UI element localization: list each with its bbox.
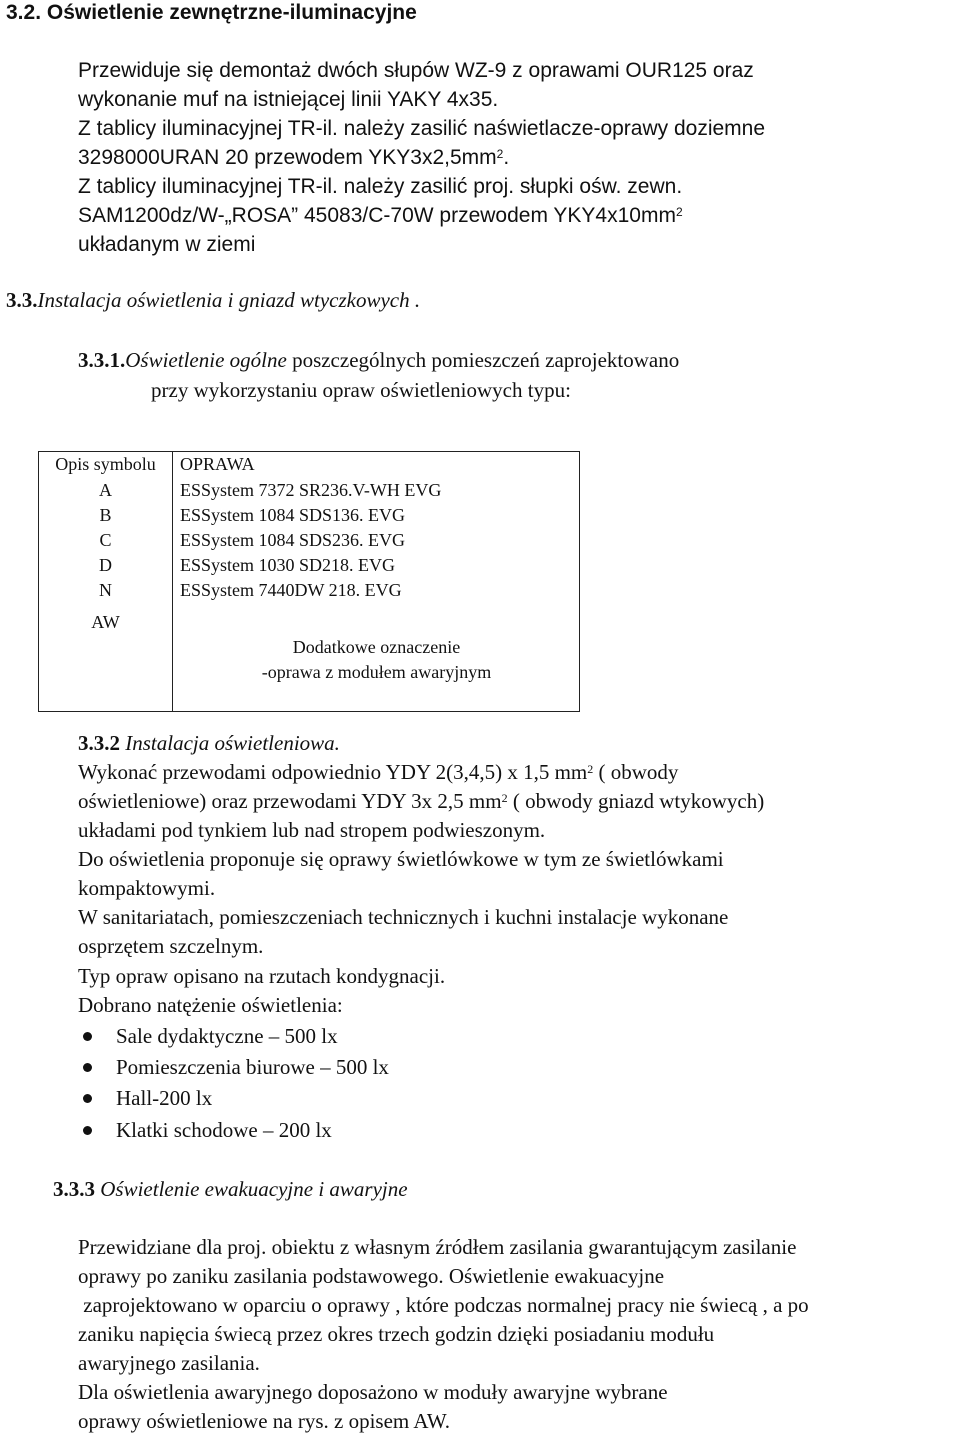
section-3-2-heading: 3.2. Oświetlenie zewnętrzne-iluminacyjne (6, 1, 417, 24)
table-row-symbol: B (99, 505, 112, 525)
table-row-oprawa: ESSystem 1030 SD218. EVG (180, 555, 396, 575)
bullet-dot-icon (83, 1032, 92, 1041)
s332-line-2: oświetleniowe) oraz przewodami YDY 3x 2,5 $mm^2$ ( obwody gniazd wtykowych) (78, 789, 765, 813)
table-aw-symbol: AW (91, 612, 120, 632)
s32-line-3: Z tablicy iluminacyjnej TR-il. należy zasilić naświetlacze-oprawy doziemne (78, 117, 766, 140)
table-header-oprawa: OPRAWA (180, 454, 255, 474)
s332-line-8: Typ opraw opisano na rzutach kondygnacji. (78, 964, 446, 988)
bullet-dot-icon (83, 1126, 92, 1135)
s332-line-1: Wykonać przewodami odpowiednio YDY 2(3,4,5) x 1,5 $mm^2$ ( obwody (78, 760, 679, 784)
s333-line-1: Przewidziane dla proj. obiektu z własnym źródłem zasilania gwarantującym zasilanie (78, 1235, 797, 1259)
s333-line-3: zaprojektowano w oparciu o oprawy , które podczas normalnej pracy nie świecą , a po (78, 1293, 809, 1317)
table-row-symbol: D (99, 555, 112, 575)
table-row-oprawa: ESSystem 1084 SDS136. EVG (180, 505, 406, 525)
s32-line-2: wykonanie muf na istniejącej linii YAKY 4x35. (78, 88, 499, 111)
table-row-oprawa: ESSystem 7440DW 218. EVG (180, 580, 402, 600)
bullet-dot-icon (83, 1094, 92, 1103)
s333-line-2: oprawy po zaniku zasilania podstawowego. Oświetlenie ewakuacyjne (78, 1264, 665, 1288)
table-row-symbol: A (99, 480, 112, 500)
s332-line-6: W sanitariatach, pomieszczeniach technicznych i kuchni instalacje wykonane (78, 905, 729, 929)
list-item: Hall-200 lx (116, 1086, 213, 1110)
s332-line-9: Dobrano natężenie oświetlenia: (78, 993, 343, 1017)
table-row-symbol: C (99, 530, 112, 550)
s32-line-4: 3298000URAN 20 przewodem $YKY3x2,5mm^2$. (78, 146, 510, 169)
s333-line-5: awaryjnego zasilania. (78, 1351, 260, 1375)
list-item: Klatki schodowe – 200 lx (116, 1118, 332, 1142)
s332-line-4: Do oświetlenia proponuje się oprawy świetlówkowe w tym ze świetlówkami (78, 847, 724, 871)
table-aw-desc-2: -oprawa z modułem awaryjnym (261, 662, 492, 682)
s333-line-6: Dla oświetlenia awaryjnego doposażono w moduły awaryjne wybrane (78, 1380, 668, 1404)
s332-line-3: układami pod tynkiem lub nad stropem podwieszonym. (78, 818, 546, 842)
table-header-symbol: Opis symbolu (55, 454, 156, 474)
table-row-oprawa: ESSystem 1084 SDS236. EVG (180, 530, 406, 550)
table-row-oprawa: ESSystem 7372 SR236.V-WH EVG (180, 480, 442, 500)
s332-line-7: osprzętem szczelnym. (78, 934, 264, 958)
section-3-3-2-heading: 3.3.2 Instalacja oświetleniowa. (78, 731, 340, 755)
s32-line-1: Przewiduje się demontaż dwóch słupów WZ-9 z oprawami OUR125 oraz (78, 59, 754, 82)
bullet-dot-icon (83, 1063, 92, 1072)
s333-line-4: zaniku napięcia świecą przez okres trzech godzin dzięki posiadaniu modułu (78, 1322, 715, 1346)
list-item: Pomieszczenia biurowe – 500 lx (116, 1055, 389, 1079)
s333-line-7: oprawy oświetleniowe na rys. z opisem AW. (78, 1409, 450, 1433)
list-item: Sale dydaktyczne – 500 lx (116, 1024, 338, 1048)
luminaire-table (38, 451, 580, 712)
table-aw-desc-1: Dodatkowe oznaczenie (292, 637, 461, 657)
section-3-3-3-heading: 3.3.3 Oświetlenie ewakuacyjne i awaryjne (53, 1177, 408, 1201)
s32-line-5: Z tablicy iluminacyjnej TR-il. należy zasilić proj. słupki ośw. zewn. (78, 175, 683, 198)
s332-line-5: kompaktowymi. (78, 876, 216, 900)
s32-line-7: układanym w ziemi (78, 233, 256, 256)
section-3-3-heading: 3.3.Instalacja oświetlenia i gniazd wtyczkowych . (6, 288, 421, 312)
section-3-3-1-line-2: przy wykorzystaniu opraw oświetleniowych typu: (151, 378, 571, 402)
s32-line-6: SAM1200dz/W-„ROSA” 45083/C-70W przewodem $YKY4x10mm^2$ (78, 204, 683, 227)
section-3-3-1-line-1: 3.3.1.Oświetlenie ogólne poszczególnych pomieszczeń zaprojektowano (78, 348, 680, 372)
table-row-symbol: N (99, 580, 112, 600)
